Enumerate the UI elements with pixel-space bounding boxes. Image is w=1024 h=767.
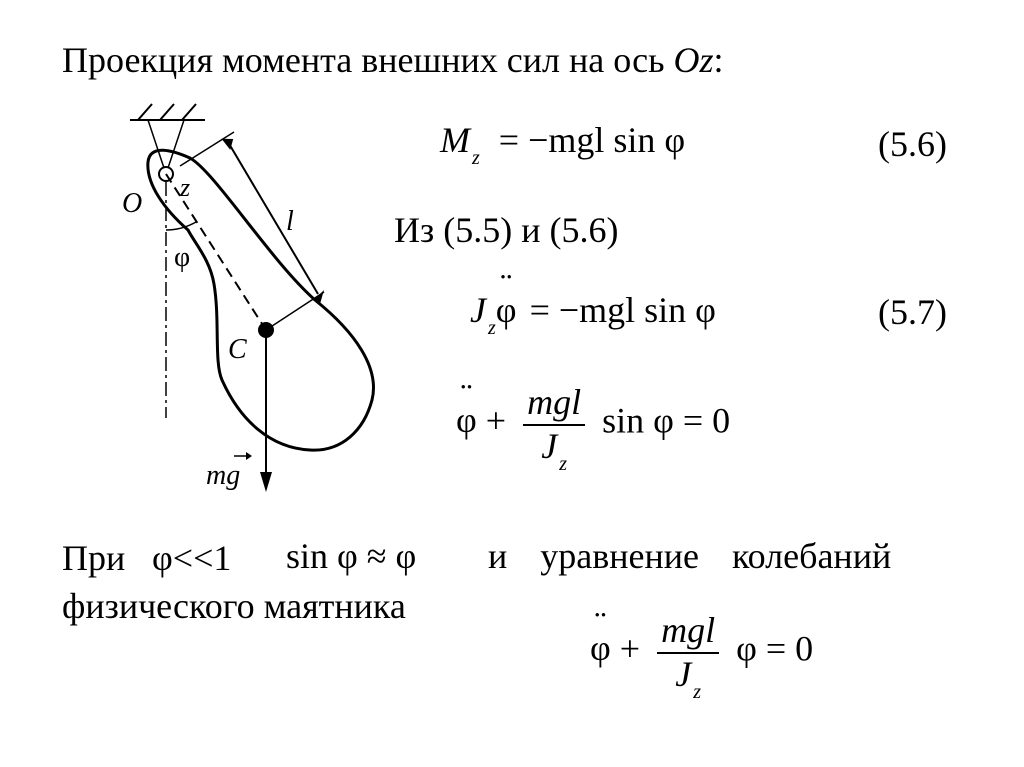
equation-nonlinear	[456, 382, 731, 475]
equation-linear	[590, 610, 814, 703]
slide-heading	[62, 42, 724, 78]
eq57-lhs-subscript: z	[487, 317, 496, 339]
gravity-arrowhead	[260, 472, 272, 492]
eq-nonlinear-plus: +	[485, 400, 507, 441]
eq-linear-numerator: mgl	[661, 610, 716, 650]
heading-text: Проекция момента внешних сил на ось	[62, 40, 674, 80]
eq-linear-plus: +	[619, 628, 641, 669]
pendulum-diagram	[110, 100, 400, 500]
mg-vector-tip	[246, 452, 252, 460]
condition-small-angle: φ<<1	[152, 538, 232, 578]
eq-linear-den-symbol: J	[675, 654, 692, 694]
eq-linear-den-subscript: z	[693, 681, 701, 703]
condition-line2: физического маятника	[62, 586, 406, 626]
eq-linear-denominator	[657, 652, 719, 703]
eq-nonlinear-den-symbol: J	[541, 426, 558, 466]
hatch-2	[160, 104, 174, 120]
eq-nonlinear-den-subscript: z	[559, 453, 567, 475]
equation-5-7	[470, 290, 716, 339]
eq-linear-acceleration: ¨ φ	[590, 630, 611, 666]
condition-line1-rest: и уравнение колебаний	[488, 536, 892, 576]
label-z: z	[180, 173, 191, 202]
eq-nonlinear-acceleration: ¨ φ	[456, 402, 477, 438]
hatch-3	[182, 104, 196, 120]
eq-linear-fraction	[657, 610, 719, 703]
eq56-rhs: = −mgl sin φ	[498, 120, 686, 160]
derivation-note: Из (5.5) и (5.6)	[394, 210, 619, 250]
equation-number-5-7: (5.7)	[878, 292, 947, 332]
equation-5-6	[440, 120, 686, 169]
label-o: O	[122, 188, 143, 219]
label-c: C	[228, 334, 247, 365]
label-l: l	[286, 206, 294, 237]
support-left	[148, 120, 166, 174]
condition-pri: При	[62, 538, 126, 578]
eq-nonlinear-rest: sin φ = 0	[602, 400, 731, 441]
extension-line-top	[180, 132, 234, 166]
heading-colon: :	[713, 40, 724, 80]
eq-nonlinear-fraction	[523, 382, 585, 475]
eq57-lhs-symbol: J	[470, 290, 486, 330]
hatch-1	[138, 104, 152, 120]
eq57-angular-acceleration: ¨ φ	[496, 292, 517, 328]
label-phi: φ	[174, 242, 191, 273]
eq-linear-rest: φ = 0	[736, 628, 814, 669]
length-dimension-line	[228, 142, 318, 294]
equation-number-5-6: (5.6)	[878, 124, 947, 164]
eq-nonlinear-numerator: mgl	[527, 382, 582, 422]
eq57-rhs: = −mgl sin φ	[529, 290, 716, 330]
eq-nonlinear-denominator	[523, 424, 585, 475]
eq56-lhs-symbol: M	[440, 120, 470, 160]
condition-approximation: sin φ ≈ φ	[286, 536, 417, 576]
length-arrowhead-top	[222, 134, 238, 151]
heading-axis: Oz	[673, 40, 714, 80]
eq56-lhs-subscript: z	[472, 147, 480, 169]
extension-line-bottom	[266, 292, 324, 330]
label-mg: mg	[206, 460, 241, 491]
